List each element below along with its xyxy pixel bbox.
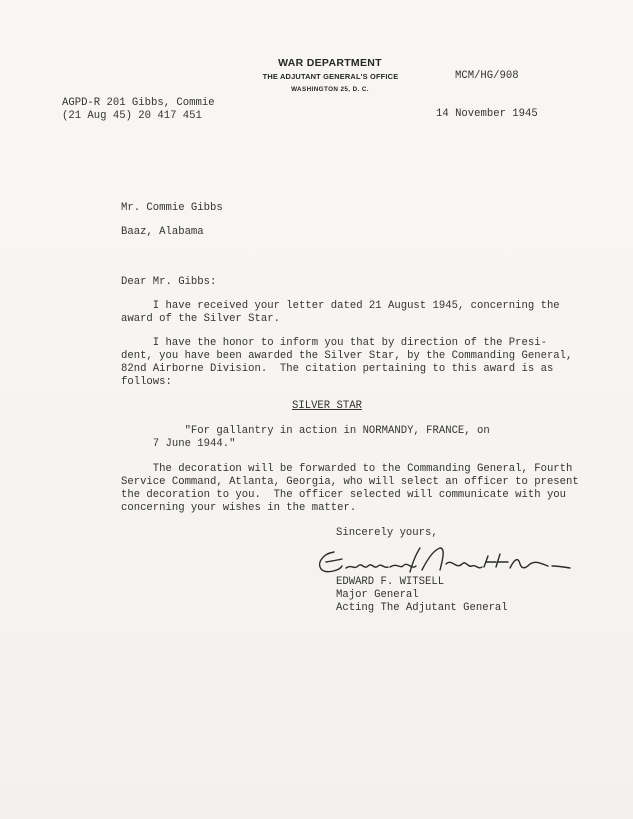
paragraph-1-line: award of the Silver Star. bbox=[121, 313, 280, 325]
paragraph-2-line: dent, you have been awarded the Silver Star, by the Commanding General, bbox=[121, 350, 573, 362]
signer-rank: Major General bbox=[336, 589, 419, 601]
signer-title: Acting The Adjutant General bbox=[336, 602, 508, 614]
handwritten-signature bbox=[312, 540, 572, 580]
paragraph-1-line: I have received your letter dated 21 August 1945, concerning the bbox=[121, 300, 560, 312]
reference-code: MCM/HG/908 bbox=[455, 70, 519, 82]
paragraph-3-line: Service Command, Atlanta, Georgia, who will select an officer to present bbox=[121, 476, 579, 488]
addressee-location: Baaz, Alabama bbox=[121, 226, 204, 238]
file-reference-line-1: AGPD-R 201 Gibbs, Commie bbox=[62, 97, 215, 109]
award-heading: SILVER STAR bbox=[292, 400, 362, 412]
salutation: Dear Mr. Gibbs: bbox=[121, 276, 217, 288]
letterhead-office: THE ADJUTANT GENERAL'S OFFICE bbox=[262, 72, 399, 81]
letterhead-city: WASHINGTON 25, D. C. bbox=[291, 86, 369, 93]
paragraph-3-line: concerning your wishes in the matter. bbox=[121, 502, 357, 514]
letter-date: 14 November 1945 bbox=[436, 108, 538, 120]
paragraph-3-line: The decoration will be forwarded to the Commanding General, Fourth bbox=[121, 463, 573, 475]
addressee-name: Mr. Commie Gibbs bbox=[121, 202, 223, 214]
paragraph-2-line: 82nd Airborne Division. The citation pertaining to this award is as bbox=[121, 363, 554, 375]
citation-line: 7 June 1944." bbox=[121, 438, 236, 450]
closing: Sincerely yours, bbox=[336, 527, 438, 539]
paragraph-3-line: the decoration to you. The officer selected will communicate with you bbox=[121, 489, 567, 501]
signer-name: EDWARD F. WITSELL bbox=[336, 576, 445, 588]
paragraph-2-line: I have the honor to inform you that by direction of the Presi- bbox=[121, 337, 547, 349]
letterhead-department: WAR DEPARTMENT bbox=[278, 57, 382, 69]
file-reference-line-2: (21 Aug 45) 20 417 451 bbox=[62, 110, 202, 122]
paragraph-2-line: follows: bbox=[121, 376, 172, 388]
citation-line: "For gallantry in action in NORMANDY, FRANCE, on bbox=[121, 425, 490, 437]
